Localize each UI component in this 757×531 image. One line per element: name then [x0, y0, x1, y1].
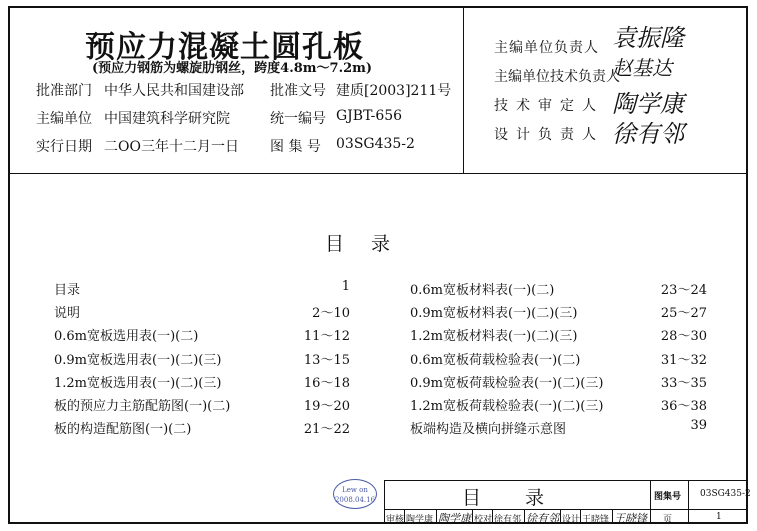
toc-title: 目 录	[325, 233, 395, 255]
toc-entry-name: 1.2m宽板选用表(一)(二)(三)	[54, 375, 222, 391]
signature-chief-editor: 袁振隆	[612, 24, 684, 52]
toc-entry-pages: 13～15	[303, 352, 350, 368]
toc-entry-name: 0.9m宽板材料表(一)(二)(三)	[410, 306, 578, 322]
title-block-page-value: 1	[716, 512, 722, 522]
title-block-page-label: 页	[663, 515, 673, 525]
toc-entry-name: 板的预应力主筋配筋图(一)(二)	[54, 399, 231, 414]
title-block-divider	[436, 509, 437, 524]
title-block-divider	[492, 509, 493, 524]
approval-doc-label: 批准文号	[270, 83, 326, 99]
toc-entry-name: 板端构造及横向拼缝示意图	[410, 422, 567, 438]
toc-entry-pages: 36～38	[660, 399, 707, 414]
toc-entry-pages: 11～12	[303, 329, 350, 345]
approval-dept: 中华人民共和国建设部	[104, 83, 244, 99]
atlas-subtitle: (预应力钢筋为螺旋肋钢丝，跨度4.8m～7.2m)	[92, 61, 373, 76]
toc-entry-pages: 23～24	[660, 283, 707, 298]
toc-entry-name: 0.9m宽板荷载检验表(一)(二)(三)	[410, 375, 604, 391]
editor-unit-label: 主编单位	[36, 111, 92, 127]
title-block-review-label: 审核	[386, 515, 405, 525]
toc-entry-name: 说明	[54, 306, 81, 322]
title-block-checker-signature: 徐有邻	[526, 512, 559, 525]
header-vertical-divider	[463, 6, 464, 174]
atlas-no-label: 图 集 号	[270, 139, 321, 155]
toc-entry-name: 目录	[54, 283, 81, 298]
title-block-checker: 徐有邻	[494, 515, 522, 525]
toc-entry-pages: 21～22	[303, 422, 350, 438]
toc-entry-name: 1.2m宽板荷载检验表(一)(二)(三)	[410, 399, 604, 414]
toc-entry-pages: 16～18	[303, 375, 350, 391]
title-block-name: 目 录	[462, 487, 547, 509]
title-block-reviewer: 陶学康	[406, 515, 434, 525]
toc-entry-name: 板的构造配筋图(一)(二)	[54, 422, 192, 438]
approval-doc: 建质[2003]211号	[336, 83, 452, 99]
title-block-divider	[688, 480, 689, 524]
title-block-divider	[612, 509, 613, 524]
toc-entry-name: 0.6m宽板选用表(一)(二)	[54, 329, 199, 345]
toc-entry-pages: 2～10	[312, 306, 350, 322]
title-block-divider	[560, 509, 561, 524]
signature-design-lead: 徐有邻	[612, 120, 684, 148]
toc-entry-pages: 28～30	[660, 329, 707, 345]
signature-label-reviewer: 技术审定人	[494, 98, 604, 114]
stamp-line-2: 2008.04.16	[334, 496, 376, 504]
review-stamp	[333, 479, 377, 509]
toc-entry-name: 0.6m宽板材料表(一)(二)	[410, 283, 555, 298]
title-block-designer-signature: 王晓锋	[614, 512, 647, 525]
toc-entry-pages: 31～32	[660, 352, 707, 368]
toc-entry-name: 0.9m宽板选用表(一)(二)(三)	[54, 352, 222, 368]
toc-entry-pages: 33～35	[660, 375, 707, 391]
title-block-divider	[524, 509, 525, 524]
title-block-divider	[404, 509, 405, 524]
title-block-atlas-label: 图集号	[654, 492, 682, 502]
title-block-divider	[650, 480, 651, 524]
signature-label-tech-lead: 主编单位技术负责人	[494, 69, 620, 85]
signature-label-chief-editor: 主编单位负责人	[494, 40, 599, 56]
unified-no-label: 统一编号	[270, 111, 326, 127]
title-block-divider	[472, 509, 473, 524]
toc-entry-pages: 19～20	[303, 399, 350, 414]
title-block-divider	[580, 509, 581, 524]
atlas-title: 预应力混凝土圆孔板	[85, 30, 364, 65]
signature-reviewer: 陶学康	[612, 90, 684, 118]
approval-dept-label: 批准部门	[36, 83, 92, 99]
effective-date: 二OO三年十二月一日	[104, 139, 239, 155]
header-divider	[8, 173, 748, 174]
toc-entry-pages: 25～27	[660, 306, 707, 322]
toc-entry-name: 1.2m宽板材料表(一)(二)(三)	[410, 329, 578, 345]
editor-unit: 中国建筑科学研究院	[104, 111, 230, 127]
toc-entry-pages: 39	[690, 418, 707, 434]
title-block-designer: 王晓锋	[582, 515, 610, 525]
title-block-design-label: 设计	[562, 515, 581, 525]
unified-no: GJBT-656	[336, 108, 403, 124]
toc-entry-name: 0.6m宽板荷载检验表(一)(二)	[410, 352, 581, 368]
atlas-no: 03SG435-2	[336, 136, 415, 152]
title-block-atlas-value: 03SG435-2	[700, 489, 751, 499]
toc-entry-pages: 1	[341, 279, 350, 294]
stamp-line-1: Lew on	[342, 486, 368, 494]
title-block-reviewer-signature: 陶学康	[438, 512, 471, 525]
title-block-check-label: 校对	[474, 515, 493, 525]
signature-label-design-lead: 设计负责人	[494, 127, 604, 143]
signature-tech-lead: 赵基达	[612, 56, 672, 80]
effective-date-label: 实行日期	[36, 139, 92, 155]
